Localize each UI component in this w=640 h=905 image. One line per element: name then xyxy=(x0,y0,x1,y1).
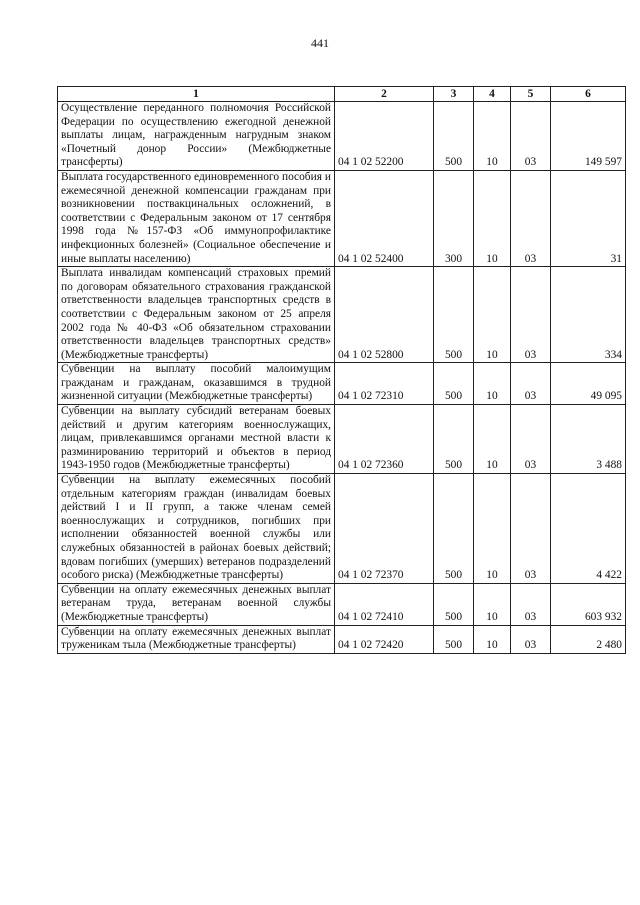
table-row xyxy=(58,363,626,405)
row-code: 04 1 02 72370 xyxy=(335,474,434,584)
row-amount: 603 932 xyxy=(551,583,626,625)
table-row xyxy=(58,102,626,171)
row-col4: 10 xyxy=(474,625,511,653)
row-code: 04 1 02 52800 xyxy=(335,267,434,363)
row-description: Выплата инвалидам компенсаций страховых премий по договорам обязательного страхования гражданской ответственности владельцев транспортных средств в соответствии с Федеральным законом от 25 апреля 2002 года № 40-ФЗ «Об обязательном страховании ответственности владельцев транспортных средств» (Межбюджетные трансферты) xyxy=(58,267,335,363)
row-col4: 10 xyxy=(474,267,511,363)
row-code: 04 1 02 72420 xyxy=(335,625,434,653)
row-col4: 10 xyxy=(474,170,511,266)
row-description: Субвенции на выплату ежемесячных пособий отдельным категориям граждан (инвалидам боевых действий I и II групп, а также членам семей военнослужащих и сотрудников, погибших при исполнении обязанностей военной службы или служебных обязанностей в районах боевых действий; вдовам погибших (умерших) ветеранов подразделений особого риска) (Межбюджетные трансферты) xyxy=(58,474,335,584)
row-amount: 4 422 xyxy=(551,474,626,584)
row-amount: 31 xyxy=(551,170,626,266)
column-header-1: 1 xyxy=(58,87,335,102)
column-header-4: 4 xyxy=(474,87,511,102)
table-row xyxy=(58,583,626,625)
column-header-2: 2 xyxy=(335,87,434,102)
table-row xyxy=(58,474,626,584)
row-col5: 03 xyxy=(511,583,551,625)
row-code: 04 1 02 52400 xyxy=(335,170,434,266)
row-col4: 10 xyxy=(474,102,511,171)
row-code: 04 1 02 72360 xyxy=(335,405,434,474)
header-row xyxy=(58,87,626,102)
budget-table xyxy=(57,86,626,654)
row-col4: 10 xyxy=(474,583,511,625)
row-col5: 03 xyxy=(511,474,551,584)
row-col3: 500 xyxy=(434,583,474,625)
row-description: Субвенции на оплату ежемесячных денежных выплат ветеранам труда, ветеранам военной службы (Межбюджетные трансферты) xyxy=(58,583,335,625)
column-header-5: 5 xyxy=(511,87,551,102)
column-header-3: 3 xyxy=(434,87,474,102)
row-description: Выплата государственного единовременного пособия и ежемесячной денежной компенсации гражданам при возникновении поствакцинальных осложнений, в соответствии с Федеральным законом от 17 сентября 1998 года №157-ФЗ «Об иммунопрофилактике инфекционных болезней» (Социальное обеспечение и иные выплаты населению) xyxy=(58,170,335,266)
row-col4: 10 xyxy=(474,363,511,405)
table-row xyxy=(58,170,626,266)
row-col5: 03 xyxy=(511,625,551,653)
row-col3: 500 xyxy=(434,625,474,653)
row-col5: 03 xyxy=(511,363,551,405)
table-row xyxy=(58,267,626,363)
row-col3: 500 xyxy=(434,405,474,474)
row-col5: 03 xyxy=(511,102,551,171)
row-col5: 03 xyxy=(511,267,551,363)
row-code: 04 1 02 52200 xyxy=(335,102,434,171)
row-amount: 334 xyxy=(551,267,626,363)
row-description: Осуществление переданного полномочия Российской Федерации по осуществлению ежегодной денежной выплаты лицам, награжденным нагрудным знаком «Почетный донор России» (Межбюджетные трансферты) xyxy=(58,102,335,171)
row-col3: 500 xyxy=(434,267,474,363)
row-col5: 03 xyxy=(511,405,551,474)
row-amount: 149 597 xyxy=(551,102,626,171)
row-amount: 3 488 xyxy=(551,405,626,474)
row-col4: 10 xyxy=(474,405,511,474)
page-number: 441 xyxy=(311,36,329,50)
row-code: 04 1 02 72410 xyxy=(335,583,434,625)
row-col4: 10 xyxy=(474,474,511,584)
row-col3: 300 xyxy=(434,170,474,266)
row-amount: 49 095 xyxy=(551,363,626,405)
row-description: Субвенции на выплату пособий малоимущим гражданам и гражданам, оказавшимся в трудной жизненной ситуации (Межбюджетные трансферты) xyxy=(58,363,335,405)
row-col3: 500 xyxy=(434,474,474,584)
row-description: Субвенции на выплату субсидий ветеранам боевых действий и другим категориям военнослужащих, лицам, привлекавшимся органами местной власти к разминированию территорий и объектов в период 1943-1950 годов (Межбюджетные трансферты) xyxy=(58,405,335,474)
table-row xyxy=(58,405,626,474)
column-header-6: 6 xyxy=(551,87,626,102)
row-col3: 500 xyxy=(434,102,474,171)
row-col5: 03 xyxy=(511,170,551,266)
row-amount: 2 480 xyxy=(551,625,626,653)
row-description: Субвенции на оплату ежемесячных денежных выплат труженикам тыла (Межбюджетные трансферты) xyxy=(58,625,335,653)
table-row xyxy=(58,625,626,653)
row-col3: 500 xyxy=(434,363,474,405)
row-code: 04 1 02 72310 xyxy=(335,363,434,405)
